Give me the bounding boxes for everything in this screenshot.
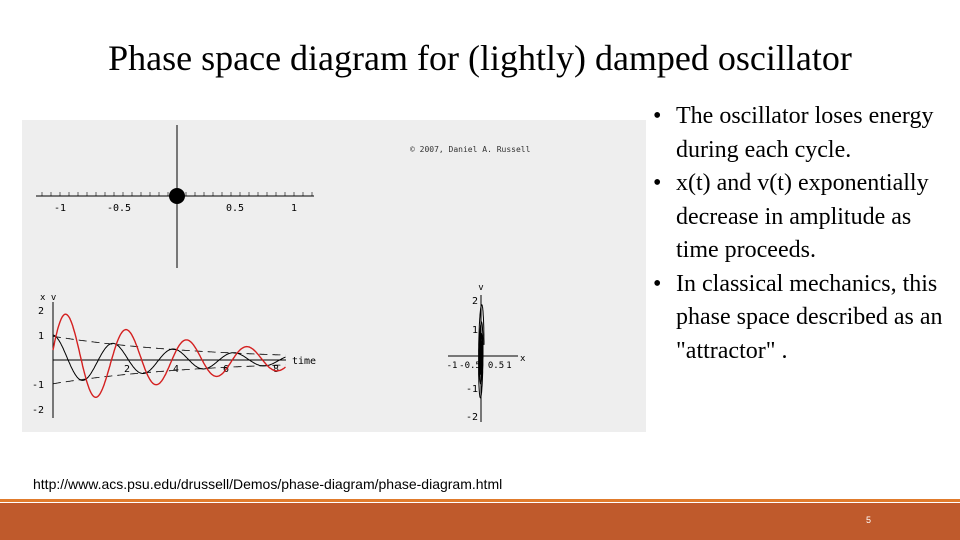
phase-plot-v-tick: 1 xyxy=(471,325,478,336)
top-tick-label: -0.5 xyxy=(106,203,132,214)
bullet-item: • x(t) and v(t) exponentially decrease in amplitude as time proceeds. xyxy=(626,167,946,268)
phase-plot-v-tick: 2 xyxy=(471,296,478,307)
figure-canvas xyxy=(22,120,646,432)
bullet-list xyxy=(626,100,946,368)
phase-plot-v-tick: -2 xyxy=(465,412,478,423)
phase-plot-v-label: v xyxy=(478,283,484,293)
time-plot-x-tick: 6 xyxy=(222,364,230,375)
position-curve xyxy=(53,335,286,380)
copyright-text: © 2007, Daniel A. Russell xyxy=(410,145,531,154)
page-number: 5 xyxy=(866,515,872,525)
footer-accent-line xyxy=(0,499,960,502)
phase-plot-x-tick: -0.5 xyxy=(459,361,481,371)
bullet-item: • The oscillator loses energy during each cycle. xyxy=(626,100,946,167)
footer-bar xyxy=(0,503,960,540)
phase-plot-x-tick: 1 xyxy=(506,361,512,371)
time-plot-y-tick: -1 xyxy=(31,380,44,391)
decay-envelope-upper xyxy=(53,336,286,355)
time-plot-x-tick: 4 xyxy=(172,364,180,375)
top-tick-label: -1 xyxy=(53,203,67,214)
time-plot-y-label: x v xyxy=(40,293,57,303)
phase-plot-x-tick: 0.5 xyxy=(487,361,505,371)
time-plot-y-tick: 1 xyxy=(37,331,44,342)
time-plot-x-tick: 8 xyxy=(272,364,280,375)
time-plot-x-tick: 2 xyxy=(123,364,131,375)
top-tick-label: 0.5 xyxy=(225,203,245,214)
phase-plot-v-tick: -1 xyxy=(465,384,478,395)
time-plot-x-label: time xyxy=(292,356,317,367)
source-link[interactable]: http://www.acs.psu.edu/drussell/Demos/phase-diagram/phase-diagram.html xyxy=(33,476,503,492)
velocity-curve xyxy=(53,314,286,397)
bullet-item: • In classical mechanics, this phase space described as an "attractor" . xyxy=(626,268,946,369)
slide-title: Phase space diagram for (lightly) damped oscillator xyxy=(108,38,852,78)
phase-plot-x-label: x xyxy=(520,354,526,364)
time-plot-y-tick: 2 xyxy=(37,306,44,317)
top-tick-label: 1 xyxy=(290,203,298,214)
phase-diagram-figure xyxy=(22,120,646,432)
time-plot-y-tick: -2 xyxy=(31,405,44,416)
phase-plot-x-tick: -1 xyxy=(446,361,458,371)
oscillator-mass xyxy=(169,188,185,204)
